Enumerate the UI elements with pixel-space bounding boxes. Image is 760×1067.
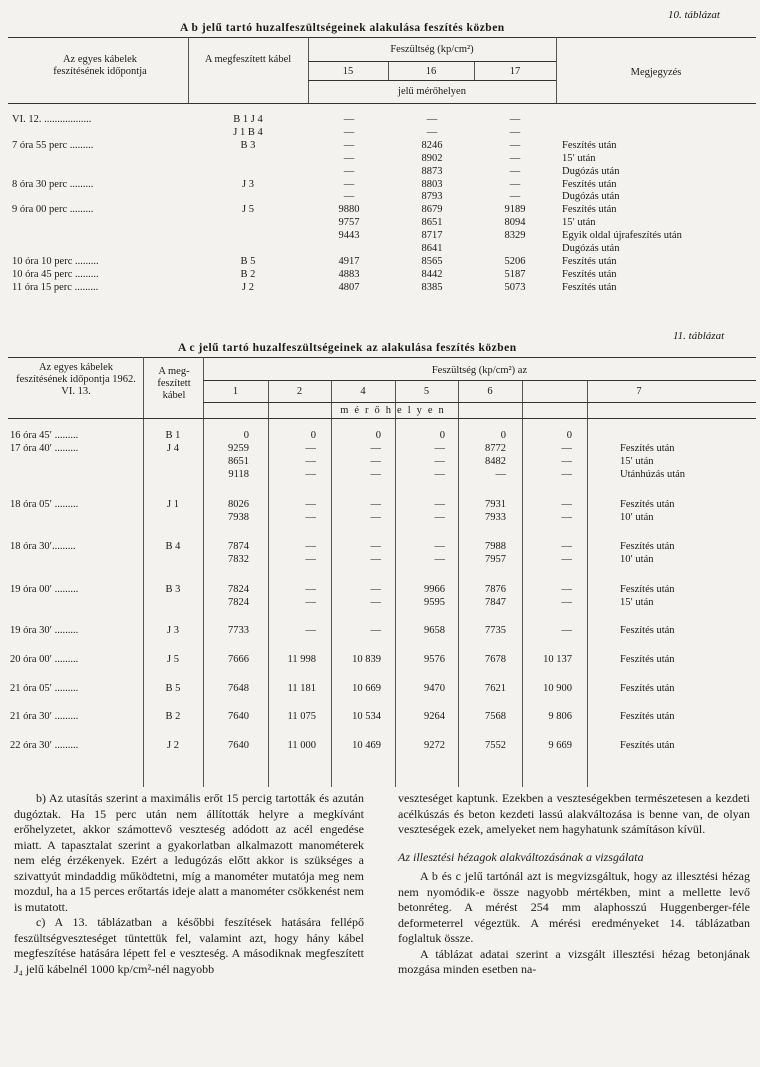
table10-note-cell: Feszítés után: [562, 268, 617, 280]
table11-value-cell: —: [561, 511, 572, 523]
table11-value-cell: 11 000: [287, 740, 316, 751]
table10-value-cell: 4883: [338, 268, 360, 280]
table10-value-cell: —: [426, 126, 438, 138]
table11-value-cell: —: [434, 541, 445, 552]
table10-value-cell: —: [509, 191, 521, 203]
table10-value-cell: —: [509, 178, 521, 190]
table11-value-cell: 10 534: [352, 711, 381, 722]
table10-cable-cell: J 2: [242, 281, 254, 293]
table11-cable-header: A meg-feszített kábel: [157, 366, 191, 401]
table11-time-cell: 18 óra 05′ .........: [10, 499, 79, 510]
table11-value-cell: 0: [439, 430, 445, 441]
table11-value-cell: 7648: [228, 683, 249, 694]
table11-time-cell: 19 óra 30′ .........: [10, 625, 79, 636]
table11-value-cell: —: [305, 511, 316, 523]
table10-value-cell: —: [343, 126, 355, 138]
table11-value-cell: 9272: [424, 740, 445, 751]
table10-value-cell: —: [509, 114, 521, 125]
table10-rule: [308, 61, 556, 62]
table11-value-cell: —: [370, 455, 381, 467]
table11-value-cell: 0: [566, 430, 572, 441]
table11-value-cell: 9264: [424, 711, 445, 722]
table11-cable-cell: J 2: [167, 740, 179, 751]
table10-value-cell: —: [509, 126, 521, 138]
table11-value-cell: —: [561, 468, 572, 480]
table11-note-cell: 10′ után: [620, 553, 654, 565]
table11-value-cell: 7678: [485, 654, 506, 665]
table10-value-cell: 9757: [338, 217, 360, 229]
table10-note-cell: Feszítés után: [562, 139, 617, 151]
table10-time-cell: 10 óra 45 perc .........: [12, 268, 99, 280]
table11-value-cell: 10 839: [352, 654, 381, 665]
table11-value-cell: 8772: [485, 443, 506, 454]
table11-cable-cell: B 2: [165, 711, 181, 722]
table11-value-cell: 7640: [228, 740, 249, 751]
table11-value-cell: 7640: [228, 711, 249, 722]
table10-value-cell: —: [343, 152, 355, 164]
table11-vdiv: [143, 357, 144, 787]
table11-value-cell: —: [434, 443, 445, 454]
table11-value-cell: 7938: [228, 511, 249, 523]
table11-value-cell: 10 137: [543, 654, 572, 665]
table11-value-cell: —: [370, 468, 381, 480]
table11-value-cell: 7847: [485, 596, 506, 608]
table11-note-cell: Utánhúzás után: [620, 468, 686, 480]
table10-note-cell: 15′ után: [562, 152, 596, 164]
table11-value-cell: 7824: [228, 596, 249, 608]
table11-value-cell: —: [305, 443, 316, 454]
table11-time-cell: 17 óra 40′ .........: [10, 443, 79, 454]
table10-value-cell: 8803: [421, 178, 443, 190]
table10-value-cell: 8902: [421, 152, 443, 164]
table11-value-cell: 0: [500, 430, 506, 441]
table10-vdiv: [188, 37, 189, 103]
table11-value-cell: 10 900: [543, 683, 572, 694]
table10-time-cell: 11 óra 15 perc .........: [12, 281, 99, 293]
table11-value-cell: —: [370, 625, 381, 636]
table11-value-cell: —: [561, 584, 572, 595]
table11-col4: 4: [360, 386, 366, 397]
table11-value-cell: 8482: [485, 455, 506, 467]
table11-value-cell: —: [434, 468, 445, 480]
table10-value-cell: 9443: [338, 230, 360, 242]
table11-value-cell: 0: [375, 430, 381, 441]
table11-gauge-label: mérőhelyen: [340, 405, 450, 416]
table11-value-cell: —: [305, 499, 316, 510]
table10-value-cell: —: [343, 114, 355, 125]
table10-note-cell: Dugózás után: [562, 243, 620, 254]
table10-value-cell: 9189: [504, 204, 526, 216]
table11-value-cell: 7931: [485, 499, 506, 510]
table11-value-cell: —: [305, 553, 316, 565]
table11-note-cell: Feszítés után: [620, 584, 675, 595]
table11-value-cell: 11 181: [287, 683, 316, 694]
table11-time-cell: 18 óra 30′.........: [10, 541, 76, 552]
table11-title: A c jelű tartó huzalfeszültségeinek az alakulása feszítés közben: [178, 342, 517, 354]
table10-cable-cell: J 1 B 4: [233, 126, 263, 138]
table11-value-cell: —: [495, 468, 506, 480]
table11-value-cell: —: [305, 584, 316, 595]
table10-value-cell: 8094: [504, 217, 526, 229]
table11-col5: 5: [423, 386, 430, 397]
table11-col1: 1: [232, 386, 239, 397]
table11-value-cell: 7933: [485, 511, 506, 523]
table10-note-cell: Dugózás után: [562, 165, 620, 177]
table11-value-cell: 9576: [424, 654, 445, 665]
table10-value-cell: 8679: [421, 204, 443, 216]
table10-note-header: Megjegyzés: [630, 67, 682, 78]
table11-value-cell: 7666: [228, 654, 249, 665]
table11-time-cell: 20 óra 00′ .........: [10, 654, 79, 665]
table10-value-cell: 5187: [504, 268, 526, 280]
table10-value-cell: 8442: [421, 268, 443, 280]
table11-time-cell: 21 óra 30′ .........: [10, 711, 79, 722]
table11-value-cell: —: [434, 553, 445, 565]
table10-cable-cell: B 2: [240, 268, 256, 280]
table11-value-cell: —: [561, 541, 572, 552]
table10-cable-cell: J 3: [242, 178, 254, 190]
table11-value-cell: 9470: [424, 683, 445, 694]
table11-value-cell: —: [370, 511, 381, 523]
table10-note-cell: Feszítés után: [562, 255, 617, 267]
table10-value-cell: —: [509, 165, 521, 177]
table10-rule: [308, 80, 556, 81]
table11-value-cell: —: [561, 553, 572, 565]
table10-value-cell: 8565: [421, 255, 443, 267]
table10-value-cell: 5206: [504, 255, 526, 267]
table11-value-cell: 10 469: [352, 740, 381, 751]
table10-value-cell: 8246: [421, 139, 443, 151]
table11-cable-cell: J 1: [167, 499, 179, 510]
table11-value-cell: 9 806: [548, 711, 572, 722]
table10-cable-cell: J 5: [242, 204, 254, 216]
table11-note-cell: Feszítés után: [620, 443, 675, 454]
table10-time-cell: 8 óra 30 perc .........: [12, 178, 94, 190]
table11-cable-cell: B 5: [165, 683, 181, 694]
table10-time-header: Az egyes kábelek feszítésének időpontja: [53, 54, 147, 77]
table11-top-rule: [8, 357, 756, 358]
table10-value-cell: 8651: [421, 217, 443, 229]
table11-time-header: Az egyes kábelek feszítésének időpontja 1962. VI. 13.: [16, 362, 136, 397]
table11-value-cell: 7621: [485, 683, 506, 694]
table11-value-cell: 9259: [228, 443, 249, 454]
table10-cable-cell: B 1 J 4: [233, 114, 263, 125]
table11-value-cell: —: [434, 511, 445, 523]
table11-value-cell: 9658: [424, 625, 445, 636]
table10-value-cell: 8717: [421, 230, 443, 242]
table11-vdiv: [587, 380, 588, 787]
table10-top-rule: [8, 37, 756, 38]
table11-rule: [203, 380, 756, 381]
table10-cable-cell: B 5: [240, 255, 256, 267]
table10-time-cell: 7 óra 55 perc .........: [12, 139, 94, 151]
table10-time-cell: 10 óra 10 perc .........: [12, 255, 99, 267]
table11-header-rule: [8, 418, 756, 419]
section-subheading: Az illesztési hézagok alakváltozásának a vizsgálata: [398, 849, 644, 864]
table10-value-cell: —: [343, 139, 355, 151]
table10-value-cell: —: [343, 191, 355, 203]
table11-value-cell: 11 998: [287, 654, 316, 665]
table11-value-cell: 0: [310, 430, 316, 441]
table10-value-cell: 8385: [421, 281, 443, 293]
paragraph-joint: A b és c jelű tartónál azt is megvizsgáltuk, hogy az illesztési hézag nem nyomódik-e össze nagyobb mértékben, mint a mellette levő betonréteg. A mérést 254 mm alaphosszú Huggenberger-féle deformeterrel végeztük. A mérési eredményeket 14. táblázatban foglaltuk össze.: [398, 869, 750, 945]
table11-value-cell: —: [370, 499, 381, 510]
table10-cable-cell: B 3: [240, 139, 256, 151]
text-column-right: [398, 791, 750, 978]
table11-time-cell: 22 óra 30′ .........: [10, 740, 79, 751]
table11-value-cell: —: [305, 541, 316, 552]
table11-note-cell: Feszítés után: [620, 683, 675, 694]
table10-value-cell: 8793: [421, 191, 443, 203]
table11-value-cell: 9595: [424, 596, 445, 608]
table10-value-cell: 4917: [338, 255, 360, 267]
table10-value-cell: 4807: [338, 281, 360, 293]
table10-time-cell: VI. 12. ..................: [12, 114, 92, 125]
table11-value-cell: 8651: [228, 455, 249, 467]
table11-value-cell: —: [561, 443, 572, 454]
table10-title: A b jelű tartó huzalfeszültségeinek alakulása feszítés közben: [180, 22, 505, 34]
table11-cable-cell: B 4: [165, 541, 181, 552]
paragraph-b: b) Az utasítás szerint a maximális erőt 15 percig tartották és azután dugóztak. Ha 15 perc után nem állították helyre a megkívánt erőhelyzetet, akkor számottevő veszteség adódott az acél engedése miatt. A tapasztalat szerint a gyakorlatban alkalmazott manométerek nem elég érzékenyek. Ezért a ledugózás előtt akkor is szükséges a szivattyút mindaddig működtetni, míg a manométer mutatója meg nem mozdul, ha a 15 perces erőtartás ideje alatt a manométer csökkenést nem is mutatott.: [14, 791, 364, 914]
table11-value-cell: 7876: [485, 584, 506, 595]
table10-value-cell: 8641: [421, 243, 443, 254]
paragraph-loss: veszteséget kaptunk. Ezekben a veszteségekben természetesen a kezdeti acélkúszás és beton kezdeti lassú alakváltozása is benne van, de olyan veszteségek ezek, amelyeket nem hagyhatunk számításon kívül.: [398, 791, 750, 836]
table11-value-cell: 7733: [228, 625, 249, 636]
table10-value-cell: 9880: [338, 204, 360, 216]
table10-value-cell: —: [343, 178, 355, 190]
table11-value-cell: 0: [243, 430, 249, 441]
table11-value-cell: 9 669: [548, 740, 572, 751]
table11-value-cell: —: [305, 468, 316, 480]
table11-number: 11. táblázat: [673, 330, 725, 342]
table11-value-cell: —: [561, 596, 572, 608]
table10-time-cell: 9 óra 00 perc .........: [12, 204, 94, 216]
table11-cable-cell: B 3: [165, 584, 181, 595]
table11-value-cell: 10 669: [352, 683, 381, 694]
table11-value-cell: 8026: [228, 499, 249, 510]
table11-value-cell: 7832: [228, 553, 249, 565]
table11-value-cell: 7824: [228, 584, 249, 595]
table11-note-cell: 10′ után: [620, 511, 654, 523]
table11-rule: [203, 402, 756, 403]
table10-col17: 17: [509, 66, 521, 77]
table11-note-cell: 15′ után: [620, 455, 654, 467]
table11-note-cell: Feszítés után: [620, 625, 675, 636]
paragraph-c: c) A 13. táblázatban a későbbi feszítések hatására fellépő feszültségveszteséget tüntettük fel, valamint azt, hogy hány kábel megfeszítése hatására lépett fel e veszteség. A másodiknak megfeszített J₄ jelű kábelnél 1000 kp/cm²-nél nagyobb: [14, 915, 364, 976]
table10-value-cell: —: [509, 152, 521, 164]
table11-value-cell: 7988: [485, 541, 506, 552]
table10-value-cell: 5073: [504, 281, 526, 293]
table11-note-cell: Feszítés után: [620, 740, 675, 751]
table11-cable-cell: J 4: [167, 443, 179, 454]
table11-value-cell: —: [370, 584, 381, 595]
table10-note-cell: Feszítés után: [562, 204, 617, 216]
table11-value-cell: —: [561, 499, 572, 510]
table10-note-cell: Feszítés után: [562, 281, 617, 293]
table10-header-rule: [8, 103, 756, 104]
table11-value-cell: 7957: [485, 553, 506, 565]
table10-stress-header: Feszültség (kp/cm²): [390, 44, 474, 55]
table11-value-cell: —: [434, 455, 445, 467]
table11-col7: 7: [636, 386, 642, 397]
table11-note-cell: 15′ után: [620, 596, 654, 608]
table11-time-cell: 16 óra 45′ .........: [10, 430, 79, 441]
table10-value-cell: 8329: [504, 230, 526, 242]
table11-value-cell: —: [561, 455, 572, 467]
table10-number: 10. táblázat: [668, 9, 720, 21]
table11-cable-cell: B 1: [165, 430, 181, 441]
table11-value-cell: 9118: [228, 468, 249, 480]
table10-value-cell: —: [426, 114, 438, 125]
table11-time-cell: 21 óra 05′ .........: [10, 683, 79, 694]
paragraph-result: A táblázat adatai szerint a vizsgált illesztési hézag betonjának mozgása minden esetben na-: [398, 946, 750, 976]
table11-note-cell: Feszítés után: [620, 654, 675, 665]
table11-col2: 2: [296, 386, 303, 397]
table11-value-cell: 7568: [485, 711, 506, 722]
table10-note-cell: 15′ után: [562, 217, 596, 229]
table11-value-cell: 7874: [228, 541, 249, 552]
table11-value-cell: 9966: [424, 584, 445, 595]
table11-value-cell: —: [370, 443, 381, 454]
table10-value-cell: —: [343, 165, 355, 177]
table11-note-cell: Feszítés után: [620, 541, 675, 552]
table11-value-cell: —: [434, 499, 445, 510]
text-column-left: [14, 791, 364, 977]
table11-value-cell: 7735: [485, 625, 506, 636]
table11-stress-header: Feszültség (kp/cm²) az: [431, 365, 528, 376]
table11-note-cell: Feszítés után: [620, 499, 675, 510]
table10-gauge-label: jelű mérőhelyen: [398, 86, 466, 97]
table11-col6: 6: [487, 386, 493, 397]
table11-value-cell: —: [561, 625, 572, 636]
table11-value-cell: —: [370, 596, 381, 608]
table10-note-cell: Feszítés után: [562, 178, 617, 190]
table11-value-cell: —: [370, 541, 381, 552]
table11-note-cell: Feszítés után: [620, 711, 675, 722]
table10-note-cell: Dugózás után: [562, 191, 620, 203]
table10-value-cell: —: [509, 139, 521, 151]
table10-col15: 15: [342, 66, 354, 77]
table10-col16: 16: [425, 66, 437, 77]
table10-cable-header: A megfeszített kábel: [204, 54, 292, 65]
table10-value-cell: 8873: [421, 165, 443, 177]
table11-value-cell: —: [305, 455, 316, 467]
table11-value-cell: —: [305, 596, 316, 608]
table11-cable-cell: J 5: [167, 654, 179, 665]
table10-note-cell: Egyik oldal újrafeszítés után: [562, 230, 682, 242]
table11-value-cell: 11 075: [287, 711, 316, 722]
table11-time-cell: 19 óra 00′ .........: [10, 584, 79, 595]
table11-value-cell: —: [370, 553, 381, 565]
table11-cable-cell: J 3: [167, 625, 179, 636]
table11-value-cell: —: [305, 625, 316, 636]
table11-value-cell: 7552: [485, 740, 506, 751]
